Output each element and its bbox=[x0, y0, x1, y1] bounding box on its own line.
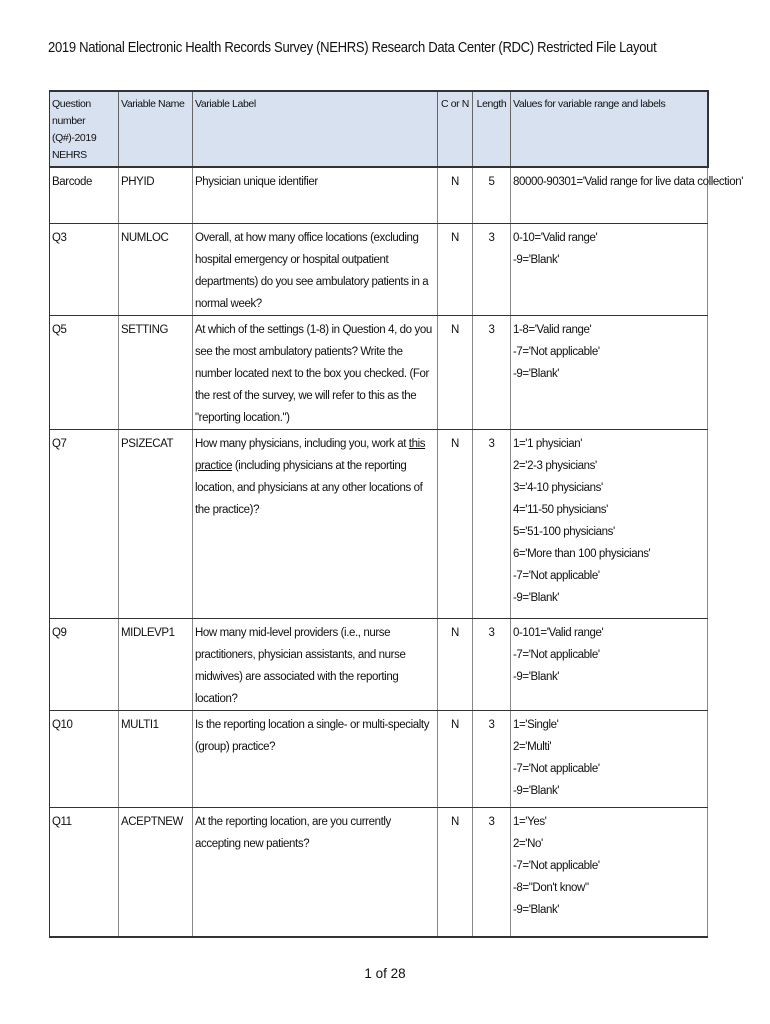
table-row bbox=[50, 429, 708, 618]
header-length: Length bbox=[473, 91, 511, 167]
value-label-line: 80000-90301='Valid range for live data collection' bbox=[513, 176, 744, 188]
values-cell bbox=[511, 167, 744, 223]
value-label-line: -9='Blank' bbox=[513, 367, 560, 380]
label-text: Physician unique identifier bbox=[195, 176, 318, 188]
value-label-line: -9='Blank' bbox=[513, 784, 560, 797]
variable-label-cell bbox=[193, 223, 438, 315]
variable-label-cell bbox=[193, 167, 438, 223]
table-row bbox=[50, 807, 708, 937]
values-cell bbox=[511, 315, 708, 429]
variable-label-cell bbox=[193, 315, 438, 429]
value-label-line: 3='4-10 physicians' bbox=[513, 481, 603, 494]
value-label-line: -7='Not applicable' bbox=[513, 345, 600, 358]
question-number-cell: Q3 bbox=[50, 223, 119, 315]
value-label-line: 4='11-50 physicians' bbox=[513, 503, 608, 516]
table-row bbox=[50, 167, 708, 223]
variable-label-cell bbox=[193, 429, 438, 618]
variable-name-cell: MIDLEVP1 bbox=[119, 618, 193, 710]
header-variable-label: Variable Label bbox=[193, 91, 438, 167]
table-header bbox=[50, 91, 708, 167]
c-or-n-cell: N bbox=[438, 807, 473, 937]
value-label-line: 0-101='Valid range' bbox=[513, 626, 604, 639]
variable-name-cell: NUMLOC bbox=[119, 223, 193, 315]
label-text: Overall, at how many office locations (excluding hospital emergency or hospital outpatient departments) do you see ambulatory patients in a normal week? bbox=[195, 231, 429, 310]
value-label-line: -9='Blank' bbox=[513, 670, 560, 683]
label-text: At the reporting location, are you currently accepting new patients? bbox=[195, 815, 391, 850]
length-cell: 5 bbox=[473, 167, 511, 223]
length-cell: 3 bbox=[473, 710, 511, 807]
question-number-cell: Barcode bbox=[50, 167, 119, 223]
value-label-line: -7='Not applicable' bbox=[513, 648, 600, 661]
length-cell: 3 bbox=[473, 223, 511, 315]
values-cell bbox=[511, 807, 708, 937]
variable-name-cell: PHYID bbox=[119, 167, 193, 223]
length-cell: 3 bbox=[473, 807, 511, 937]
variable-name-cell: SETTING bbox=[119, 315, 193, 429]
label-text: How many mid-level providers (i.e., nurse practitioners, physician assistants, and nurse midwives) are associated with the reporting location? bbox=[195, 626, 406, 705]
question-number-cell: Q10 bbox=[50, 710, 119, 807]
variable-name-cell: PSIZECAT bbox=[119, 429, 193, 618]
table-row bbox=[50, 710, 708, 807]
value-label-line: -9='Blank' bbox=[513, 591, 560, 604]
label-text: Is the reporting location a single- or multi-specialty (group) practice? bbox=[195, 718, 430, 753]
header-variable-name: Variable Name bbox=[119, 91, 193, 167]
c-or-n-cell: N bbox=[438, 618, 473, 710]
page-number: 1 of 28 bbox=[364, 966, 406, 981]
question-number-cell: Q7 bbox=[50, 429, 119, 618]
values-cell bbox=[511, 223, 708, 315]
value-label-line: 5='51-100 physicians' bbox=[513, 525, 615, 538]
values-cell bbox=[511, 429, 708, 618]
value-label-line: -9='Blank' bbox=[513, 253, 560, 266]
value-label-line: 2='Multi' bbox=[513, 740, 552, 753]
table-row bbox=[50, 618, 708, 710]
question-number-cell: Q9 bbox=[50, 618, 119, 710]
c-or-n-cell: N bbox=[438, 315, 473, 429]
length-cell: 3 bbox=[473, 315, 511, 429]
header-c-or-n: C or N bbox=[438, 91, 473, 167]
table-row bbox=[50, 223, 708, 315]
table-row bbox=[50, 315, 708, 429]
value-label-line: 2='No' bbox=[513, 837, 543, 850]
c-or-n-cell: N bbox=[438, 429, 473, 618]
value-label-line: -7='Not applicable' bbox=[513, 859, 600, 872]
question-number-cell: Q11 bbox=[50, 807, 119, 937]
variable-label-cell bbox=[193, 618, 438, 710]
c-or-n-cell: N bbox=[438, 167, 473, 223]
value-label-line: -7='Not applicable' bbox=[513, 762, 600, 775]
variable-label-cell bbox=[193, 710, 438, 807]
values-cell bbox=[511, 618, 708, 710]
value-label-line: 6='More than 100 physicians' bbox=[513, 547, 651, 560]
file-layout-table bbox=[49, 90, 744, 938]
header-question-number: Question number (Q#)-2019 NEHRS bbox=[50, 91, 119, 167]
c-or-n-cell: N bbox=[438, 223, 473, 315]
value-label-line: 1='Yes' bbox=[513, 815, 547, 828]
value-label-line: -8="Don't know" bbox=[513, 881, 589, 894]
length-cell: 3 bbox=[473, 618, 511, 710]
document-title: 2019 National Electronic Health Records Survey (NEHRS) Research Data Center (RDC) Restricted File Layout bbox=[48, 40, 657, 56]
variable-name-cell: MULTI1 bbox=[119, 710, 193, 807]
label-text: (including physicians at the reporting location, and physicians at any other locations of the practice)? bbox=[195, 459, 423, 516]
underlined-label-text: this practice bbox=[195, 437, 426, 472]
value-label-line: 1='1 physician' bbox=[513, 437, 583, 450]
label-text: How many physicians, including you, work at bbox=[195, 437, 409, 450]
value-label-line: 1='Single' bbox=[513, 718, 559, 731]
length-cell: 3 bbox=[473, 429, 511, 618]
variable-label-cell bbox=[193, 807, 438, 937]
variable-name-cell: ACEPTNEW bbox=[119, 807, 193, 937]
c-or-n-cell: N bbox=[438, 710, 473, 807]
header-values: Values for variable range and labels bbox=[511, 91, 708, 167]
value-label-line: -9='Blank' bbox=[513, 903, 560, 916]
table-body bbox=[50, 167, 744, 937]
value-label-line: 0-10='Valid range' bbox=[513, 231, 598, 244]
values-cell bbox=[511, 710, 708, 807]
value-label-line: -7='Not applicable' bbox=[513, 569, 600, 582]
value-label-line: 1-8='Valid range' bbox=[513, 323, 592, 336]
value-label-line: 2='2-3 physicians' bbox=[513, 459, 597, 472]
question-number-cell: Q5 bbox=[50, 315, 119, 429]
label-text: At which of the settings (1-8) in Question 4, do you see the most ambulatory patients? Write the number located next to the box you checked. (For the rest of the survey, we will refer to this as the "reporting location.") bbox=[195, 323, 432, 424]
